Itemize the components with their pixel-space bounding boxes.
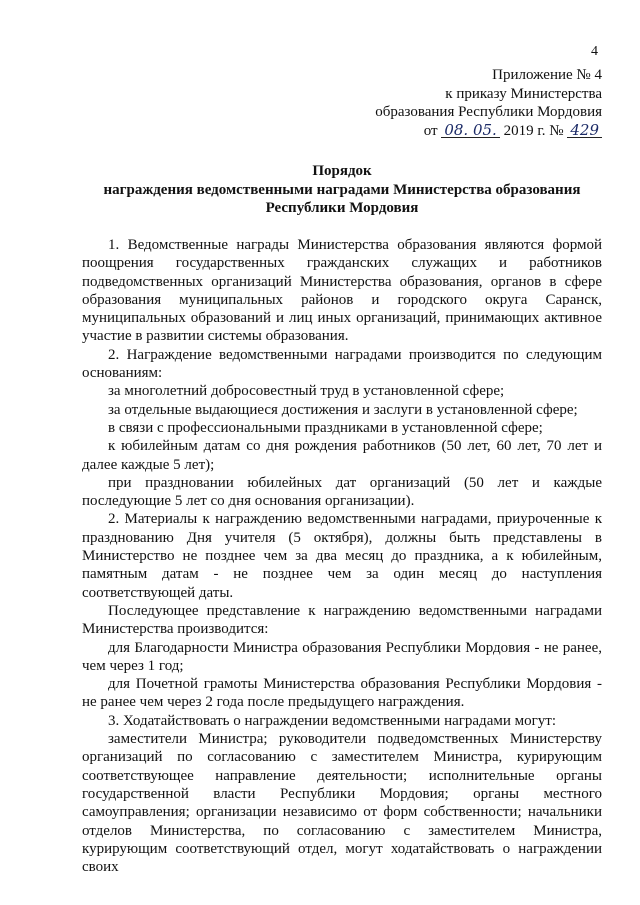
title-line-1: Порядок	[312, 163, 372, 179]
paragraph-9: Последующее представление к награждению ведомственными наградами Министерства производится:	[82, 602, 602, 638]
appendix-order-ref: к приказу Министерства	[445, 85, 602, 102]
appendix-title: Приложение № 4	[492, 67, 602, 83]
handwritten-number: 429	[567, 123, 602, 138]
date-prefix: от	[423, 122, 438, 139]
appendix-header	[375, 66, 602, 140]
title-line-2: награждения ведомственными наградами Министерства образования	[103, 181, 581, 198]
paragraph-4: за отдельные выдающиеся достижения и заслуги в установленной сфере;	[108, 401, 578, 418]
paragraph-8: 2. Материалы к награждению ведомственными наградами, приуроченные к празднованию Дня учителя (5 октября), должны быть представлены в Министерство не позднее чем за два месяц до праздника, а к юбилейным, памятным датам - не позднее чем за один месяц до наступления соответствующей даты.	[82, 511, 602, 601]
paragraph-12: 3. Ходатайствовать о награждении ведомственными наградами могут:	[108, 712, 556, 729]
title-line-3: Республики Мордовия	[265, 200, 419, 216]
page-number: 4	[591, 44, 598, 59]
handwritten-date: 08. 05.	[441, 123, 499, 138]
document-title	[82, 162, 602, 218]
paragraph-11: для Почетной грамоты Министерства образования Республики Мордовия - не ранее чем через 2 года после предыдущего награждения.	[82, 676, 602, 711]
appendix-ministry: образования Республики Мордовия	[375, 104, 602, 120]
document-body	[82, 236, 602, 876]
paragraph-3: за многолетний добросовестный труд в установленной сфере;	[108, 383, 505, 400]
paragraph-10: для Благодарности Министра образования Республики Мордовия - не ранее, чем через 1 год;	[82, 639, 602, 674]
paragraph-5: в связи с профессиональными праздниками в установленной сфере;	[108, 419, 543, 436]
paragraph-6: к юбилейным датам со дня рождения работников (50 лет, 60 лет, 70 лет и далее каждые 5 лет);	[82, 438, 602, 473]
date-suffix: 2019 г. №	[503, 122, 564, 139]
paragraph-7: при праздновании юбилейных дат организаций (50 лет и каждые последующие 5 лет со дня основания организации).	[82, 474, 602, 510]
paragraph-2: 2. Награждение ведомственными наградами производится по следующим основаниям:	[82, 346, 602, 382]
appendix-date-line	[375, 122, 602, 141]
paragraph-1: 1. Ведомственные награды Министерства образования являются формой поощрения государственных гражданских служащих и работников подведомственных организаций Министерства образования, органов в сфере образования муниципальных районов и городского округа Саранск, муниципальных образований и лиц иных организаций, принимающих активное участие в развитии системы образования.	[82, 237, 602, 345]
paragraph-13: заместители Министра; руководители подведомственных Министерству организаций по согласованию с заместителем Министра, курирующим соответствующее направление деятельности; исполнительные органы государственной власти Республики Мордовия; органы местного самоуправления; организации независимо от форм собственности; начальники отделов Министерства, по согласованию с заместителем Министра, курирующим соответствующий отдел, могут ходатайствовать о награждении своих	[82, 731, 602, 876]
